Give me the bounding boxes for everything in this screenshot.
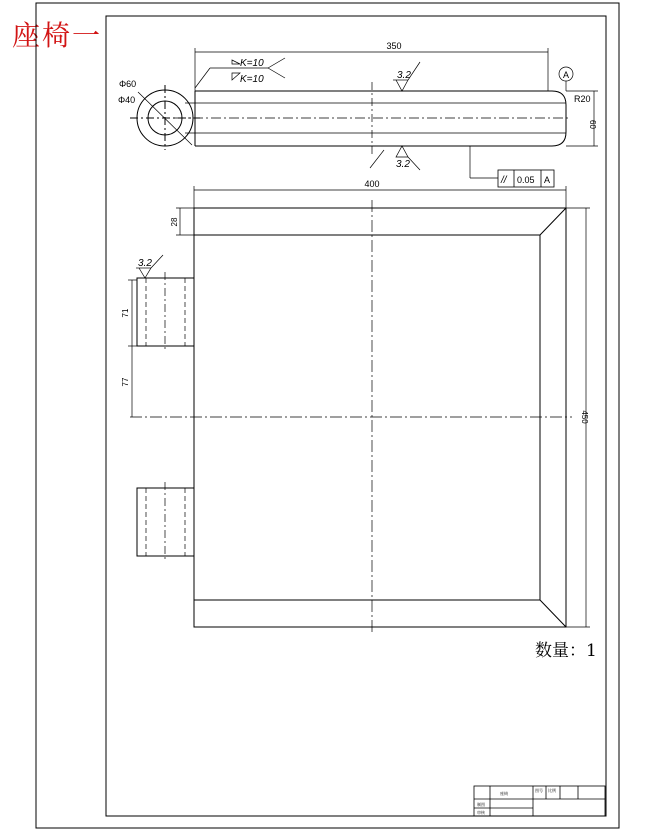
title-block-cell-e: 审核 <box>477 810 485 815</box>
dim-width-400: 400 <box>364 179 380 189</box>
dim-77: 77 <box>121 377 130 387</box>
outer-border <box>36 3 619 828</box>
title-block-cell-c: 比例 <box>548 788 556 793</box>
weld-symbol-1: K=10 <box>240 58 264 69</box>
inner-border <box>106 16 606 816</box>
tube-block-lower <box>137 488 194 556</box>
title-block-name: 座椅 <box>500 791 508 796</box>
tube-block-upper <box>137 278 194 346</box>
dim-dia-40: Φ40 <box>118 95 136 105</box>
dim-height-60: 60 <box>588 120 597 129</box>
roughness-bottom: 3.2 <box>396 159 410 170</box>
weld-symbol-2: K=10 <box>240 74 264 85</box>
quantity-label: 数量：1 <box>535 641 597 661</box>
title-block-cell-b: 图号 <box>535 788 543 793</box>
drawing-title: 座椅一 <box>12 19 103 52</box>
bar-outline <box>195 91 566 146</box>
dim-dia-60: Φ60 <box>119 79 137 89</box>
tolerance-value: 0.05 <box>517 175 535 185</box>
datum-label: A <box>562 70 570 80</box>
dim-71: 71 <box>121 308 130 318</box>
seat-plate <box>194 208 566 627</box>
dim-450: 450 <box>580 410 589 424</box>
roughness-front: 3.2 <box>138 258 152 269</box>
roughness-top: 3.2 <box>397 70 411 81</box>
top-view <box>130 48 598 187</box>
title-block-cell-d: 制图 <box>477 802 485 807</box>
tolerance-symbol: // <box>501 175 507 186</box>
tolerance-datum: A <box>544 175 551 185</box>
dim-length-350: 350 <box>386 41 402 51</box>
radius-label: R20 <box>574 94 591 104</box>
dim-band-28: 28 <box>170 217 179 227</box>
front-view <box>128 186 590 632</box>
